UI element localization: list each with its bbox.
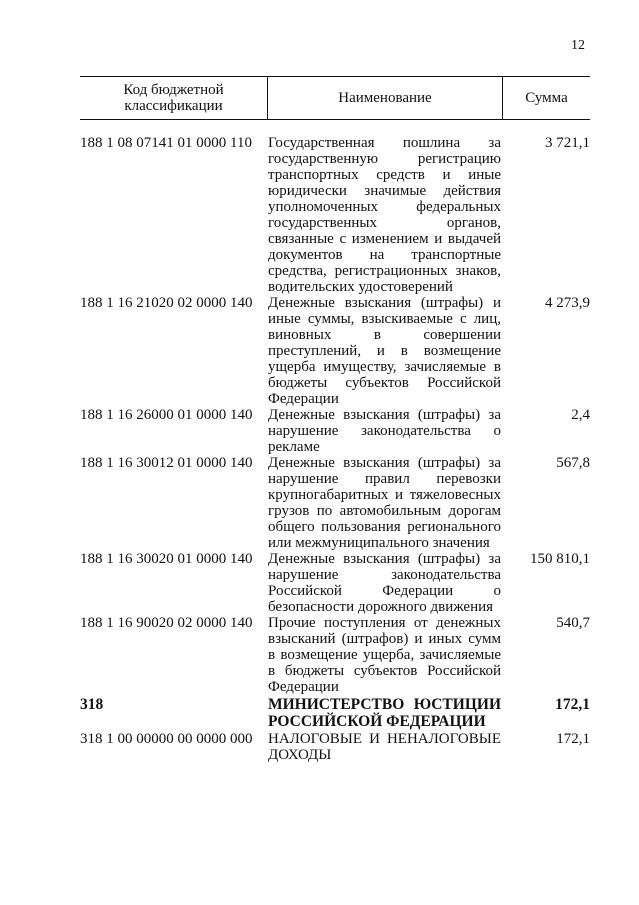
row-name: Государственная пошлина за государственную регистрацию транспортных средств и иные юридически значимые действия уполномоченных федеральных государственных органов, связанные с изменением и выдачей документов на транспортные средства, регистрационных знаков, водительских удостоверений xyxy=(268,135,501,295)
row-sum: 150 810,1 xyxy=(530,551,590,567)
row-name: Денежные взыскания (штрафы) и иные суммы, взыскиваемые с лиц, виновных в совершении преступлений, и в возмещение ущерба имуществу, зачисляемые в бюджеты субъектов Российской Федерации xyxy=(268,295,501,407)
table-row-ministry xyxy=(80,696,590,730)
row-name: Прочие поступления от денежных взысканий (штрафов) и иных сумм в возмещение ущерба, зачисляемые в бюджеты субъектов Российской Федерации xyxy=(268,615,501,695)
table-header xyxy=(80,76,590,120)
table-row xyxy=(80,731,590,763)
header-code: Код бюджетной классификации xyxy=(80,77,268,119)
row-name: Денежные взыскания (штрафы) за нарушение правил перевозки крупногабаритных и тяжеловесных грузов по автомобильным дорогам общего пользования регионального или межмуниципального значения xyxy=(268,455,501,551)
row-code: 188 1 08 07141 01 0000 110 xyxy=(80,135,252,151)
table-row xyxy=(80,135,590,295)
row-code: 188 1 16 26000 01 0000 140 xyxy=(80,407,253,423)
table-row xyxy=(80,295,590,407)
header-sum: Сумма xyxy=(525,90,568,106)
row-sum: 540,7 xyxy=(556,615,590,631)
header-name: Наименование xyxy=(268,77,503,119)
row-code: 188 1 16 90020 02 0000 140 xyxy=(80,615,253,631)
row-name: Денежные взыскания (штрафы) за нарушение законодательства о рекламе xyxy=(268,407,501,455)
table-row xyxy=(80,551,590,615)
row-sum: 567,8 xyxy=(556,455,590,471)
row-name: МИНИСТЕРСТВО ЮСТИЦИИ РОССИЙСКОЙ ФЕДЕРАЦИИ xyxy=(268,696,501,730)
row-code: 188 1 16 21020 02 0000 140 xyxy=(80,295,253,311)
table-body xyxy=(80,135,590,763)
row-code: 188 1 16 30012 01 0000 140 xyxy=(80,455,253,471)
row-name: Денежные взыскания (штрафы) за нарушение законодательства Российской Федерации о безопасности дорожного движения xyxy=(268,551,501,615)
row-code: 188 1 16 30020 01 0000 140 xyxy=(80,551,253,567)
row-code: 318 1 00 00000 00 0000 000 xyxy=(80,731,253,747)
table-row xyxy=(80,407,590,455)
row-code: 318 xyxy=(80,696,104,713)
row-sum: 4 273,9 xyxy=(545,295,590,311)
row-sum: 172,1 xyxy=(555,696,590,713)
table-row xyxy=(80,615,590,695)
page-number: 12 xyxy=(571,38,585,53)
row-name: НАЛОГОВЫЕ И НЕНАЛОГОВЫЕ ДОХОДЫ xyxy=(268,731,501,763)
row-sum: 3 721,1 xyxy=(545,135,590,151)
table-row xyxy=(80,455,590,551)
row-sum: 2,4 xyxy=(571,407,590,423)
row-sum: 172,1 xyxy=(556,731,590,747)
